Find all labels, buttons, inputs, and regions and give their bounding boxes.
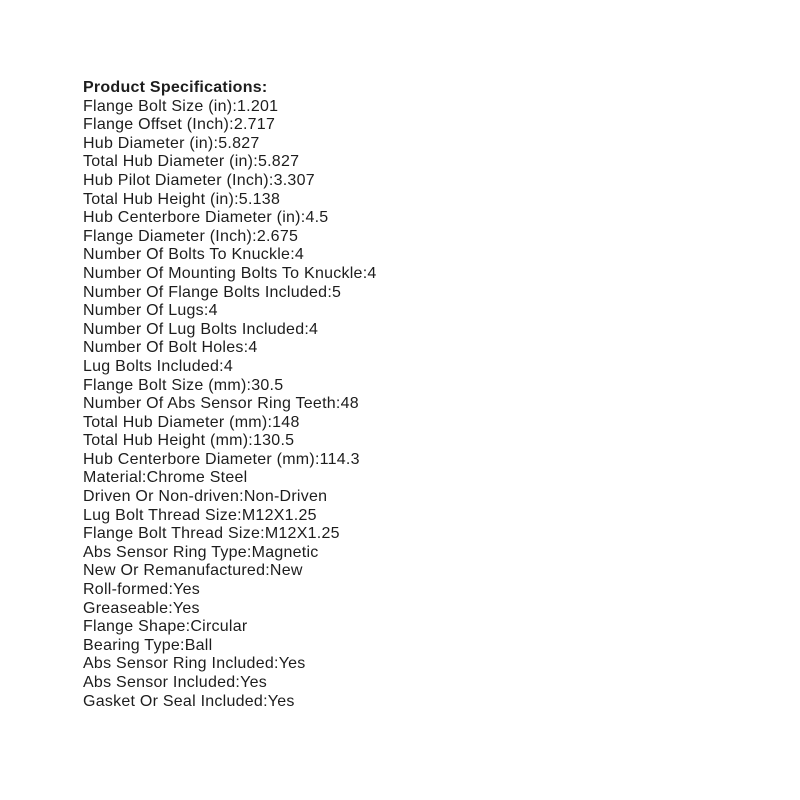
spec-label: Lug Bolts Included [83,357,220,375]
spec-row [83,432,377,451]
spec-label: Flange Bolt Size (mm) [83,376,247,394]
spec-separator: : [274,655,279,673]
spec-row [83,562,377,581]
spec-separator: : [260,525,265,543]
spec-row [83,191,377,210]
spec-label: Number Of Bolt Holes [83,339,244,357]
spec-separator: : [252,227,257,245]
spec-row [83,228,377,247]
spec-row [83,488,377,507]
spec-row [83,693,377,712]
spec-value: 48 [340,395,359,413]
spec-label: Number Of Flange Bolts Included [83,283,328,301]
spec-value: Yes [173,581,200,599]
spec-label: Hub Centerbore Diameter (mm) [83,450,315,468]
spec-separator: : [335,395,341,413]
spec-value: 4 [294,246,305,264]
spec-label: Number Of Lug Bolts Included [83,320,305,338]
spec-value: 130.5 [253,432,295,450]
spec-label: Number Of Abs Sensor Ring Teeth [83,395,336,413]
spec-separator: : [237,506,242,524]
spec-row [83,581,377,600]
spec-separator: : [232,97,238,115]
spec-row [83,655,377,674]
spec-value: 30.5 [251,376,284,394]
spec-separator: : [239,488,244,506]
spec-label: Total Hub Diameter (in) [83,153,254,171]
spec-label: Material [83,469,142,487]
spec-label: Number Of Lugs [83,302,204,320]
spec-row [83,284,377,303]
spec-row [83,377,377,396]
spec-row [83,674,377,693]
spec-separator: : [253,153,258,171]
spec-sheet-title: Product Specifications: [83,79,268,96]
spec-row [83,246,377,265]
spec-label: Number Of Mounting Bolts To Knuckle [83,264,363,282]
spec-sheet [83,79,377,711]
spec-row [83,209,377,228]
spec-label: Hub Pilot Diameter (Inch) [83,171,269,189]
spec-row [83,265,377,284]
spec-value: Yes [240,674,267,691]
spec-separator: : [265,562,270,580]
spec-separator: : [219,357,224,375]
spec-list [83,98,377,712]
spec-value: Non-Driven [243,488,328,506]
spec-separator: : [267,413,273,431]
spec-separator: : [300,209,306,227]
spec-separator: : [203,302,209,320]
spec-label: Gasket Or Seal Included [83,692,264,710]
spec-row [83,358,377,377]
spec-value: Yes [278,655,306,673]
spec-label: Abs Sensor Ring Included [83,655,274,673]
spec-value: M12X1.25 [264,525,340,543]
spec-label: Hub Centerbore Diameter (in) [83,209,301,227]
spec-value: Ball [184,636,213,654]
spec-separator: : [246,543,252,561]
spec-row [83,153,377,172]
spec-row [83,637,377,656]
spec-label: New Or Remanufactured [83,562,266,580]
spec-row [83,98,377,117]
spec-separator: : [168,599,173,617]
spec-value: 4 [309,320,319,338]
spec-value: 4 [208,302,218,320]
spec-row [83,507,377,526]
spec-value: 4 [248,339,258,357]
spec-value: 5.827 [257,153,300,171]
spec-value: 1.201 [237,97,279,115]
spec-separator: : [213,134,219,152]
spec-value: Circular [190,618,248,636]
spec-value: 4 [367,264,377,282]
spec-separator: : [235,674,241,691]
spec-row [83,321,377,340]
spec-label: Flange Offset (Inch) [83,116,230,134]
spec-value: Chrome Steel [146,469,248,487]
spec-separator: : [229,116,234,134]
spec-label: Hub Diameter (in) [83,134,214,152]
spec-row [83,525,377,544]
spec-label: Flange Bolt Thread Size [83,525,261,543]
spec-separator: : [304,320,310,338]
spec-separator: : [263,692,268,710]
spec-label: Total Hub Height (mm) [83,432,249,450]
spec-value: M12X1.25 [241,506,317,524]
spec-separator: : [234,190,239,208]
spec-separator: : [314,450,320,468]
spec-label: Abs Sensor Included [83,674,236,691]
spec-value: Yes [172,599,200,617]
spec-label: Total Hub Diameter (mm) [83,413,268,431]
spec-value: New [269,562,303,580]
spec-value: Yes [267,692,295,710]
spec-row [83,618,377,637]
spec-value: 4.5 [305,209,329,227]
spec-label: Driven Or Non-driven [83,488,240,506]
spec-row [83,395,377,414]
spec-value: Magnetic [251,543,319,561]
spec-separator: : [327,283,333,301]
spec-label: Greaseable [83,599,169,617]
spec-value: 148 [272,413,300,431]
spec-value: 4 [223,357,234,375]
spec-separator: : [168,581,174,599]
spec-label: Number Of Bolts To Knuckle [83,246,291,264]
spec-row [83,302,377,321]
spec-separator: : [246,376,252,394]
spec-separator: : [141,469,147,487]
spec-value: 2.675 [256,227,299,245]
spec-label: Flange Diameter (Inch) [83,227,253,245]
spec-separator: : [362,264,368,282]
spec-label: Abs Sensor Ring Type [83,543,247,561]
spec-row [83,339,377,358]
spec-row [83,116,377,135]
spec-label: Flange Bolt Size (in) [83,97,233,115]
spec-label: Lug Bolt Thread Size [83,506,238,524]
spec-row [83,414,377,433]
spec-separator: : [268,171,274,189]
spec-value: 5.827 [218,134,260,152]
spec-label: Roll-formed [83,581,169,599]
spec-row [83,135,377,154]
spec-row [83,172,377,191]
spec-label: Total Hub Height (in) [83,190,235,208]
spec-separator: : [180,636,185,654]
spec-value: 114.3 [319,450,360,468]
spec-row [83,451,377,470]
spec-separator: : [243,339,249,357]
spec-label: Flange Shape [83,618,186,636]
spec-row [83,600,377,619]
spec-value: 5 [332,283,342,301]
spec-value: 5.138 [238,190,281,208]
spec-separator: : [290,246,295,264]
spec-row [83,469,377,488]
spec-separator: : [185,618,191,636]
spec-value: 2.717 [233,116,276,134]
spec-value: 3.307 [273,171,315,189]
spec-label: Bearing Type [83,636,180,654]
spec-row [83,544,377,563]
spec-separator: : [248,432,253,450]
